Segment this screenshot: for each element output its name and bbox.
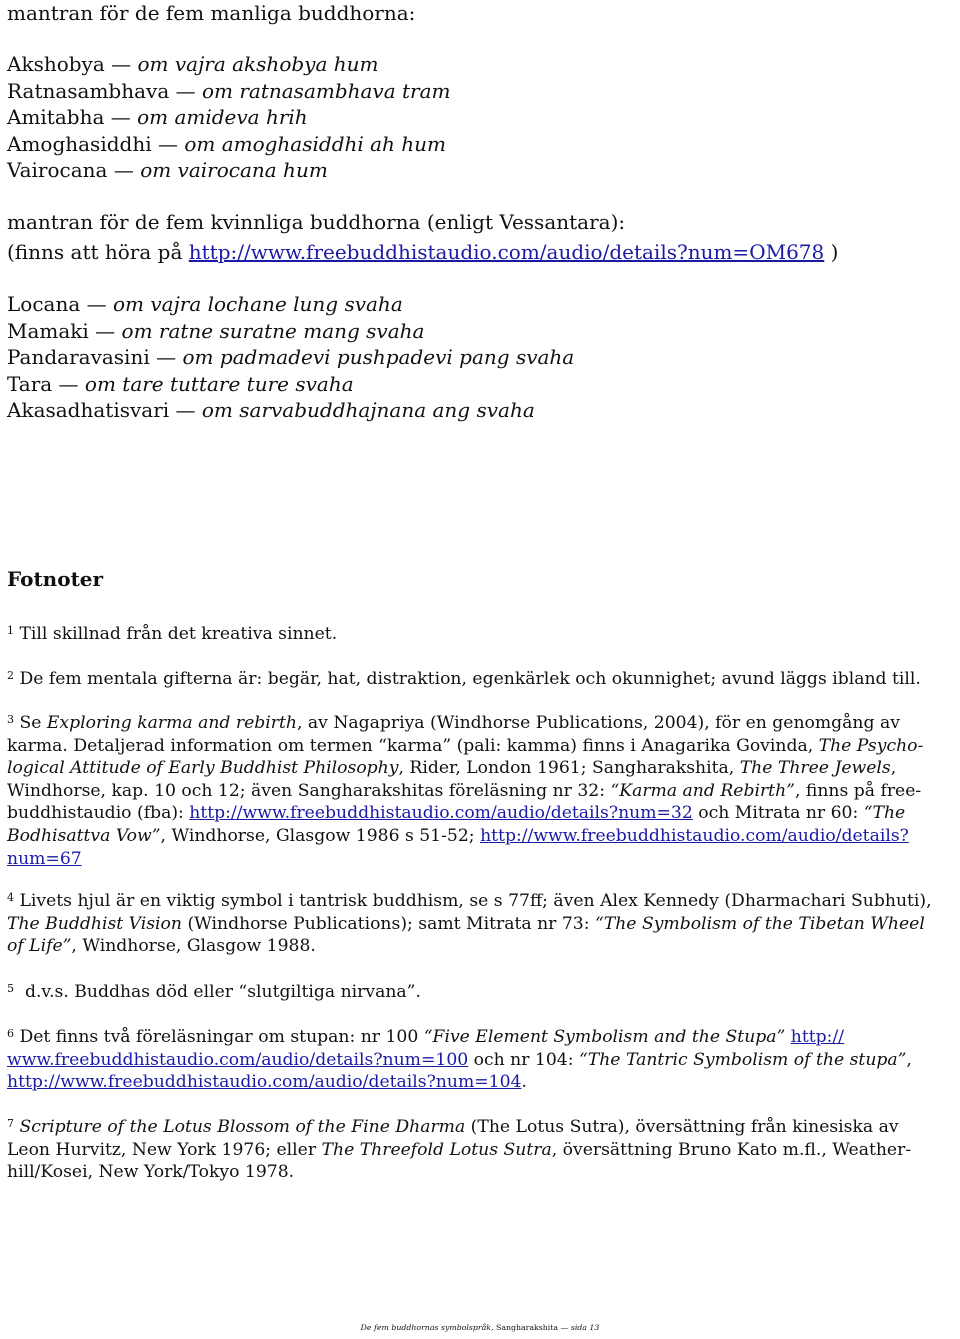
footnote-5: $^5$ d.v.s. Buddhas död eller “slutgiltiga nirvana”.	[7, 982, 421, 1002]
list-item: Akasadhatisvari — om sarvabuddhajnana ang svaha	[7, 398, 535, 423]
footnote-1: $^1$ Till skillnad från det kreativa sinnet.	[7, 624, 338, 644]
list-item: Pandaravasini — om padmadevi pushpadevi pang svaha	[7, 345, 575, 370]
page-footer: De fem buddhornas symbolspråk, Sangharakshita — sida 13	[360, 1323, 600, 1332]
list-item: Vairocana — om vairocana hum	[7, 158, 328, 183]
footnote-number: 7	[7, 1117, 14, 1130]
list-item: Tara — om tare tuttare ture svaha	[7, 371, 354, 396]
list-item: Amoghasiddhi — om amoghasiddhi ah hum	[7, 131, 447, 156]
audio-note: (finns att höra på http://www.freebuddhistaudio.com/audio/details?num=OM678 )	[7, 240, 839, 264]
footnote-6: $^6$ Det finns två föreläsningar om stupan: nr 100 “Five Element Symbolism and the Stupa” http:// www.freebuddhistaudio.com/audio/details?num=100 och nr 104: “The Tantric Symbolism of the stupa”, http://www.freebuddhistaudio.com/audio/details?num=104.	[7, 1027, 912, 1093]
footnotes-heading: Fotnoter	[7, 567, 104, 591]
fba-link-100-cont[interactable]: www.freebuddhistaudio.com/audio/details?num=100	[7, 1049, 469, 1070]
footnote-7: $^7$ Scripture of the Lotus Blossom of the Fine Dharma (The Lotus Sutra), översättning från kinesiska av Leon Hurvitz, New York 1976; eller The Threefold Lotus Sutra, översättning Bruno Kato m.fl., Weather- hill/Kosei, New York/Tokyo 1978.	[7, 1117, 912, 1183]
fba-link-104[interactable]: http://www.freebuddhistaudio.com/audio/details?num=104	[7, 1072, 522, 1093]
footnote-number: 2	[7, 669, 14, 682]
footnote-3: $^3$ Se Exploring karma and rebirth, av Nagapriya (Windhorse Publications, 2004), för en genomgång av karma. Detaljerad information om termen “karma” (pali: kamma) finns i Anagarika Govinda, The Psycho- logical Attitude of Early Buddhist Philosophy, Rider, London 1961; Sangharakshita, The Three Jewels, Windhorse, kap. 10 och 12; även Sangharakshitas föreläsning nr 32: “Karma and Rebirth”, finns på free- buddhistaudio (fba): http://www.freebuddhistaudio.com/audio/details?num=32 och Mitrata nr 60: “The Bodhisattva Vow”, Windhorse, Glasgow 1986 s 51-52; http://www.freebuddhistaudio.com/audio/details? num=67	[7, 713, 924, 869]
fba-link-67[interactable]: http://www.freebuddhistaudio.com/audio/details?	[480, 825, 909, 846]
page-number: sida 13	[570, 1323, 600, 1332]
list-item: Amitabha — om amideva hrih	[7, 105, 308, 130]
fba-link-67-cont[interactable]: num=67	[7, 848, 82, 869]
fba-link-100[interactable]: http://	[790, 1027, 845, 1047]
list-item: Ratnasambhava — om ratnasambhava tram	[7, 78, 451, 103]
list-item: Mamaki — om ratne suratne mang svaha	[7, 318, 425, 343]
female-heading: mantran för de fem kvinnliga buddhorna (enligt Vessantara):	[7, 210, 626, 234]
footnote-number: 5	[7, 982, 14, 995]
audio-link[interactable]: http://www.freebuddhistaudio.com/audio/details?num=OM678	[188, 240, 825, 264]
male-mantra-list	[7, 51, 955, 184]
footnote-number: 4	[7, 891, 14, 904]
female-mantra-list	[7, 291, 955, 424]
footer-title: De fem buddhornas symbolspråk	[360, 1323, 492, 1332]
footnote-number: 6	[7, 1027, 14, 1040]
footnote-2: $^2$ De fem mentala gifterna är: begär, hat, distraktion, egenkärlek och okunnighet; avund läggs ibland till.	[7, 669, 921, 689]
male-heading: mantran för de fem manliga buddhorna:	[7, 1, 416, 25]
list-item: Locana — om vajra lochane lung svaha	[7, 292, 403, 316]
footnote-number: 3	[7, 713, 14, 726]
fba-link-32[interactable]: http://www.freebuddhistaudio.com/audio/details?num=32	[189, 803, 693, 824]
list-item: Akshobya — om vajra akshobya hum	[7, 52, 379, 76]
footnote-4: $^4$ Livets hjul är en viktig symbol i tantrisk buddhism, se s 77ff; även Alex Kennedy (Dharmachari Subhuti), The Buddhist Vision (Windhorse Publications); samt Mitrata nr 73: “The Symbolism of the Tibetan Wheel of Life”, Windhorse, Glasgow 1988.	[7, 891, 932, 957]
footnote-number: 1	[7, 624, 14, 637]
